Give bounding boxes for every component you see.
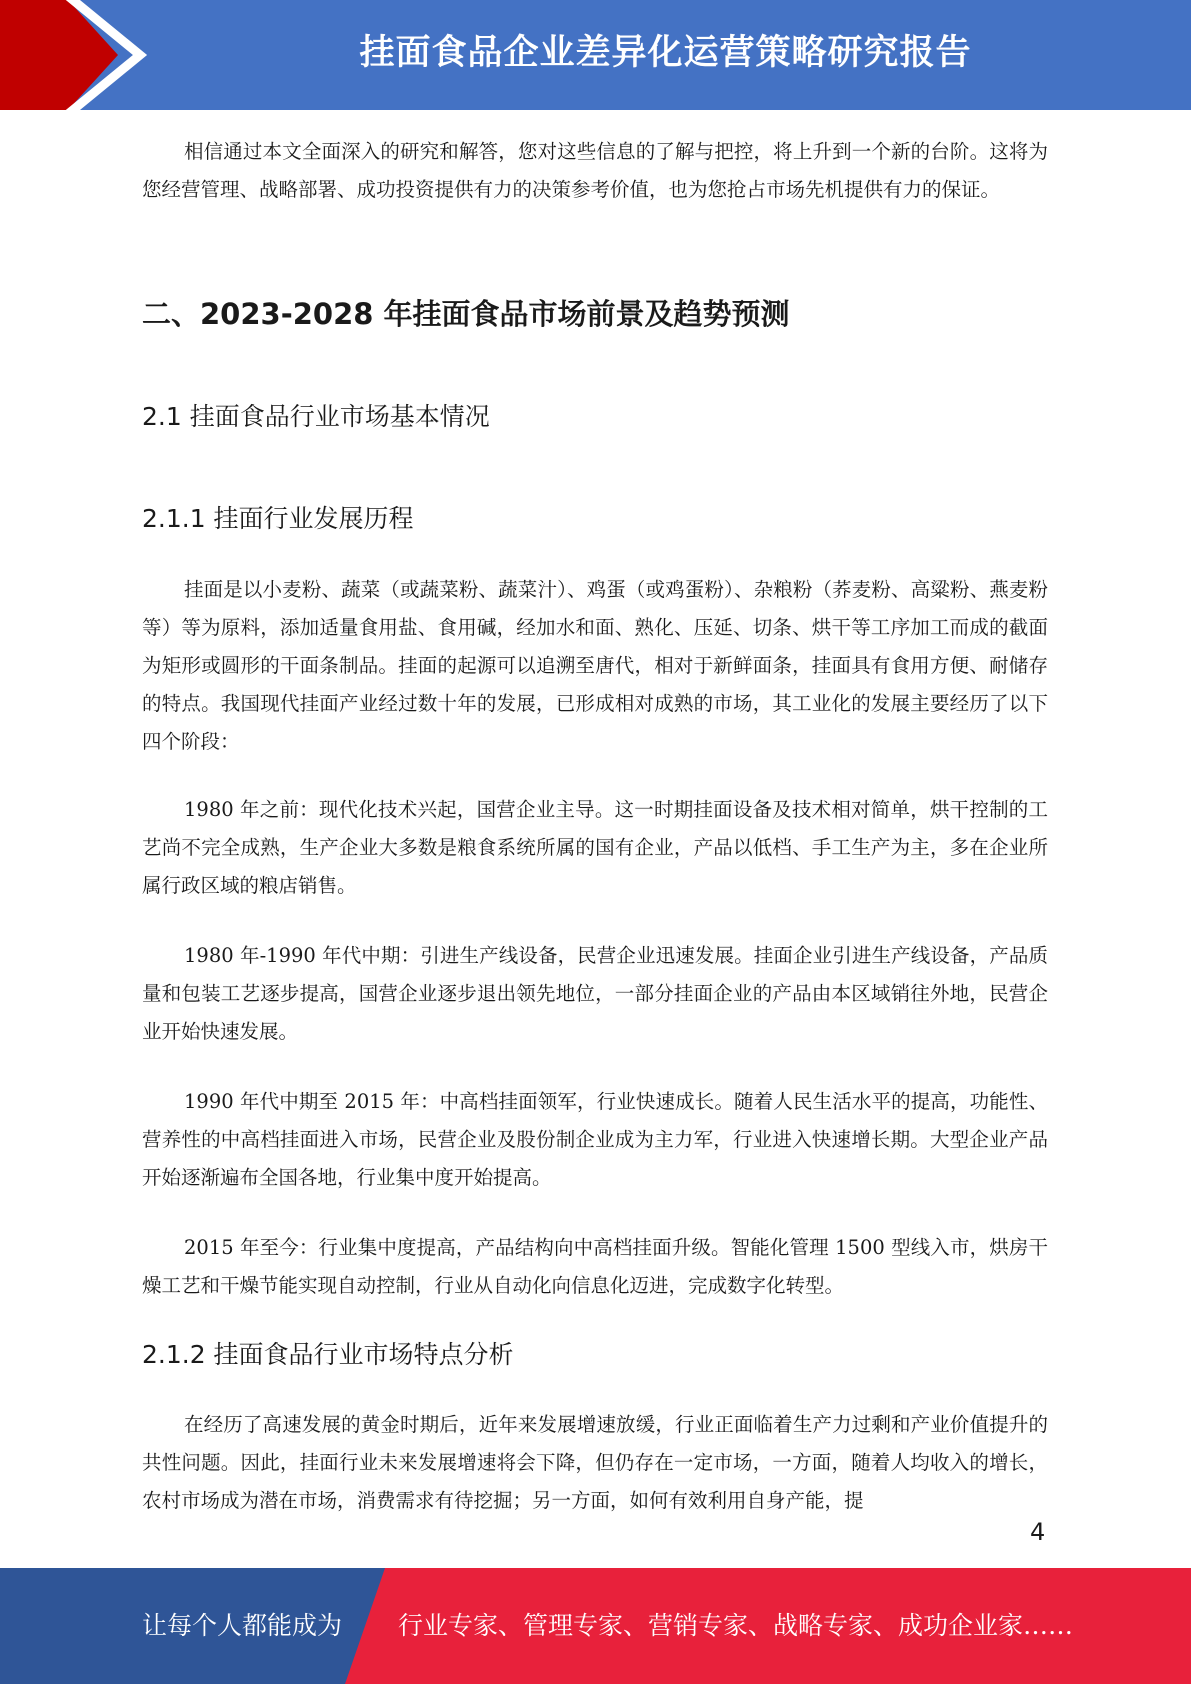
header-arrow-icon xyxy=(0,0,160,110)
history-paragraph: 1980 年之前：现代化技术兴起，国营企业主导。这一时期挂面设备及技术相对简单，烘干控制的工艺尚不完全成熟，生产企业大多数是粮食系统所属的国有企业，产品以低档、手工生产为主，多在企业所属行政区域的粮店销售。 xyxy=(142,798,1048,897)
history-paragraph: 1990 年代中期至 2015 年：中高档挂面领军，行业快速成长。随着人民生活水平的提高，功能性、营养性的中高档挂面进入市场，民营企业及股份制企业成为主力军，行业进入快速增长期。大型企业产品开始逐渐遍布全国各地，行业集中度开始提高。 xyxy=(142,1090,1048,1189)
history-paragraph-1-block xyxy=(142,571,1048,761)
report-title: 挂面食品企业差异化运营策略研究报告 xyxy=(359,33,972,73)
history-paragraph: 2015 年至今：行业集中度提高，产品结构向中高档挂面升级。智能化管理 1500 型线入市，烘房干燥工艺和干燥节能实现自动控制，行业从自动化向信息化迈进，完成数字化转型。 xyxy=(142,1236,1048,1297)
intro-section xyxy=(142,133,1048,209)
history-paragraph-2-block xyxy=(142,791,1048,905)
intro-paragraph: 相信通过本文全面深入的研究和解答，您对这些信息的了解与把控，将上升到一个新的台阶。这将为您经营管理、战略部署、成功投资提供有力的决策参考价值，也为您抢占市场先机提供有力的保证。 xyxy=(142,140,1048,201)
history-paragraph-4-block xyxy=(142,1083,1048,1197)
subsection-heading-2-1: 2.1 挂面食品行业市场基本情况 xyxy=(142,402,490,431)
subsection-heading-2-1-2: 2.1.2 挂面食品行业市场特点分析 xyxy=(142,1340,514,1369)
history-paragraph-5-block xyxy=(142,1229,1048,1305)
history-paragraph: 1980 年-1990 年代中期：引进生产线设备，民营企业迅速发展。挂面企业引进生产线设备，产品质量和包装工艺逐步提高，国营企业逐步退出领先地位，一部分挂面企业的产品由本区域销往外地，民营企业开始快速发展。 xyxy=(142,944,1048,1043)
market-feature-paragraph: 在经历了高速发展的黄金时期后，近年来发展增速放缓，行业正面临着生产力过剩和产业价值提升的共性问题。因此，挂面行业未来发展增速将会下降，但仍存在一定市场，一方面，随着人均收入的增长，农村市场成为潜在市场，消费需求有待挖掘；另一方面，如何有效利用自身产能，提 xyxy=(142,1413,1048,1512)
page-header xyxy=(0,0,1191,110)
history-paragraph-3-block xyxy=(142,937,1048,1051)
footer-slogan-right: 行业专家、管理专家、营销专家、战略专家、成功企业家…… xyxy=(398,1611,1074,1640)
page-footer xyxy=(0,1568,1191,1684)
market-feature-block xyxy=(142,1406,1048,1520)
page-number: 4 xyxy=(1030,1518,1046,1546)
section-heading: 二、2023-2028 年挂面食品市场前景及趋势预测 xyxy=(142,297,790,331)
history-paragraph: 挂面是以小麦粉、蔬菜（或蔬菜粉、蔬菜汁）、鸡蛋（或鸡蛋粉）、杂粮粉（荞麦粉、高粱粉、燕麦粉等）等为原料，添加适量食用盐、食用碱，经加水和面、熟化、压延、切条、烘干等工序加工而成的截面为矩形或圆形的干面条制品。挂面的起源可以追溯至唐代，相对于新鲜面条，挂面具有食用方便、耐储存的特点。我国现代挂面产业经过数十年的发展，已形成相对成熟的市场，其工业化的发展主要经历了以下四个阶段： xyxy=(142,578,1048,753)
footer-slogan-left: 让每个人都能成为 xyxy=(142,1611,343,1640)
subsection-heading-2-1-1: 2.1.1 挂面行业发展历程 xyxy=(142,504,414,533)
